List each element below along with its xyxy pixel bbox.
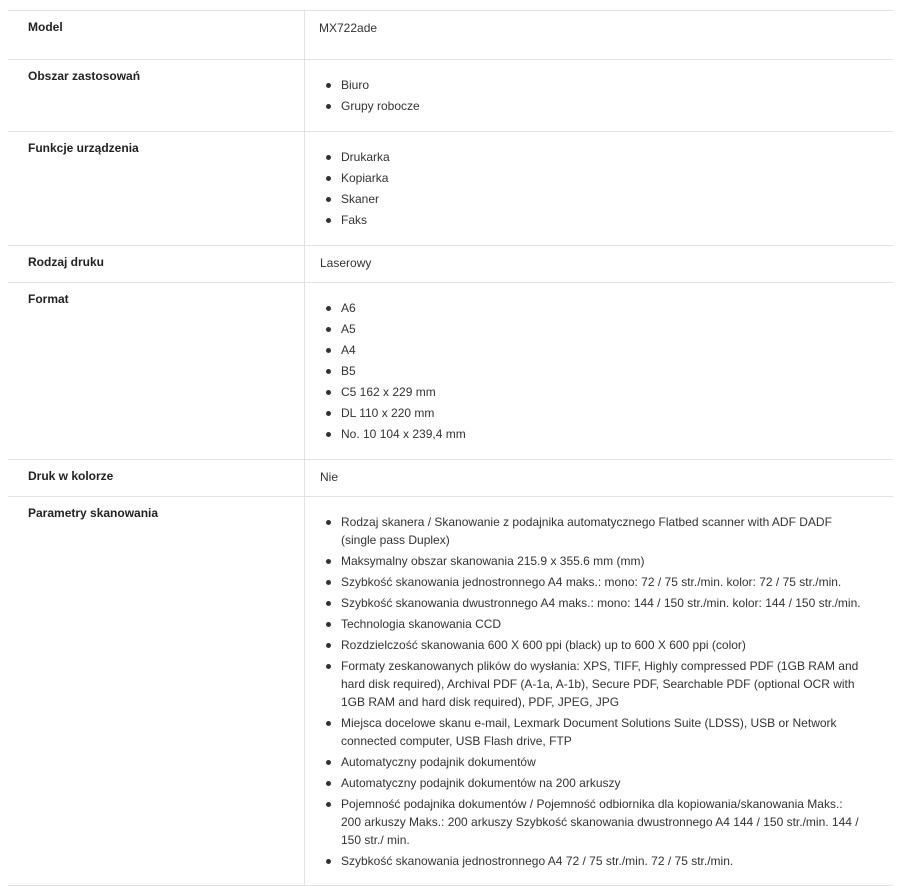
list-item: Grupy robocze: [338, 97, 863, 115]
spec-row-print-type: [8, 246, 893, 283]
specification-table: [8, 10, 893, 886]
value-list: [320, 76, 863, 115]
list-item: Biuro: [338, 76, 863, 94]
spec-row-model: [8, 11, 893, 60]
spec-value: [305, 60, 894, 132]
list-item: Miejsca docelowe skanu e-mail, Lexmark Document Solutions Suite (LDSS), USB or Network connected computer, USB Flash drive, FTP: [338, 714, 863, 750]
list-item: Technologia skanowania CCD: [338, 615, 863, 633]
spec-row-color-print: [8, 460, 893, 497]
list-item: No. 10 104 x 239,4 mm: [338, 425, 863, 443]
spec-label: Rodzaj druku: [8, 246, 305, 283]
list-item: Automatyczny podajnik dokumentów: [338, 753, 863, 771]
value-list: [320, 299, 863, 443]
spec-value: MX722ade: [305, 11, 894, 60]
value-list: [320, 513, 863, 870]
list-item: Automatyczny podajnik dokumentów na 200 arkuszy: [338, 774, 863, 792]
spec-value: [305, 132, 894, 246]
spec-row-scan-parameters: [8, 497, 893, 886]
list-item: DL 110 x 220 mm: [338, 404, 863, 422]
list-item: Pojemność podajnika dokumentów / Pojemność odbiornika dla kopiowania/skanowania Maks.: 200 arkuszy Maks.: 200 arkuszy Szybkość skanowania dwustronnego A4 144 / 150 str./min. 144 / 150 str./ min.: [338, 795, 863, 849]
list-item: Maksymalny obszar skanowania 215.9 x 355.6 mm (mm): [338, 552, 863, 570]
spec-label: Funkcje urządzenia: [8, 132, 305, 246]
spec-value: Nie: [305, 460, 894, 497]
list-item: B5: [338, 362, 863, 380]
spec-row-device-functions: [8, 132, 893, 246]
spec-row-format: [8, 283, 893, 460]
value-list: [320, 148, 863, 229]
list-item: Rodzaj skanera / Skanowanie z podajnika automatycznego Flatbed scanner with ADF DADF (single pass Duplex): [338, 513, 863, 549]
list-item: Kopiarka: [338, 169, 863, 187]
list-item: Szybkość skanowania dwustronnego A4 maks.: mono: 144 / 150 str./min. kolor: 144 / 150 str./min.: [338, 594, 863, 612]
list-item: A6: [338, 299, 863, 317]
list-item: C5 162 x 229 mm: [338, 383, 863, 401]
list-item: Szybkość skanowania jednostronnego A4 maks.: mono: 72 / 75 str./min. kolor: 72 / 75 str./min.: [338, 573, 863, 591]
list-item: Formaty zeskanowanych plików do wysłania: XPS, TIFF, Highly compressed PDF (1GB RAM and hard disk required), Archival PDF (A-1a, A-1b), Secure PDF, Searchable PDF (optional OCR with 1GB RAM and hard disk required), PDF, JPEG, JPG: [338, 657, 863, 711]
spec-value: [305, 497, 894, 886]
spec-label: Parametry skanowania: [8, 497, 305, 886]
list-item: Szybkość skanowania jednostronnego A4 72 / 75 str./min. 72 / 75 str./min.: [338, 852, 863, 870]
list-item: Rozdzielczość skanowania 600 X 600 ppi (black) up to 600 X 600 ppi (color): [338, 636, 863, 654]
spec-row-application-area: [8, 60, 893, 132]
list-item: Faks: [338, 211, 863, 229]
spec-label: Obszar zastosowań: [8, 60, 305, 132]
list-item: Skaner: [338, 190, 863, 208]
spec-value: Laserowy: [305, 246, 894, 283]
list-item: A5: [338, 320, 863, 338]
spec-label: Format: [8, 283, 305, 460]
list-item: A4: [338, 341, 863, 359]
spec-label: Druk w kolorze: [8, 460, 305, 497]
list-item: Drukarka: [338, 148, 863, 166]
spec-value: [305, 283, 894, 460]
spec-label: Model: [8, 11, 305, 60]
